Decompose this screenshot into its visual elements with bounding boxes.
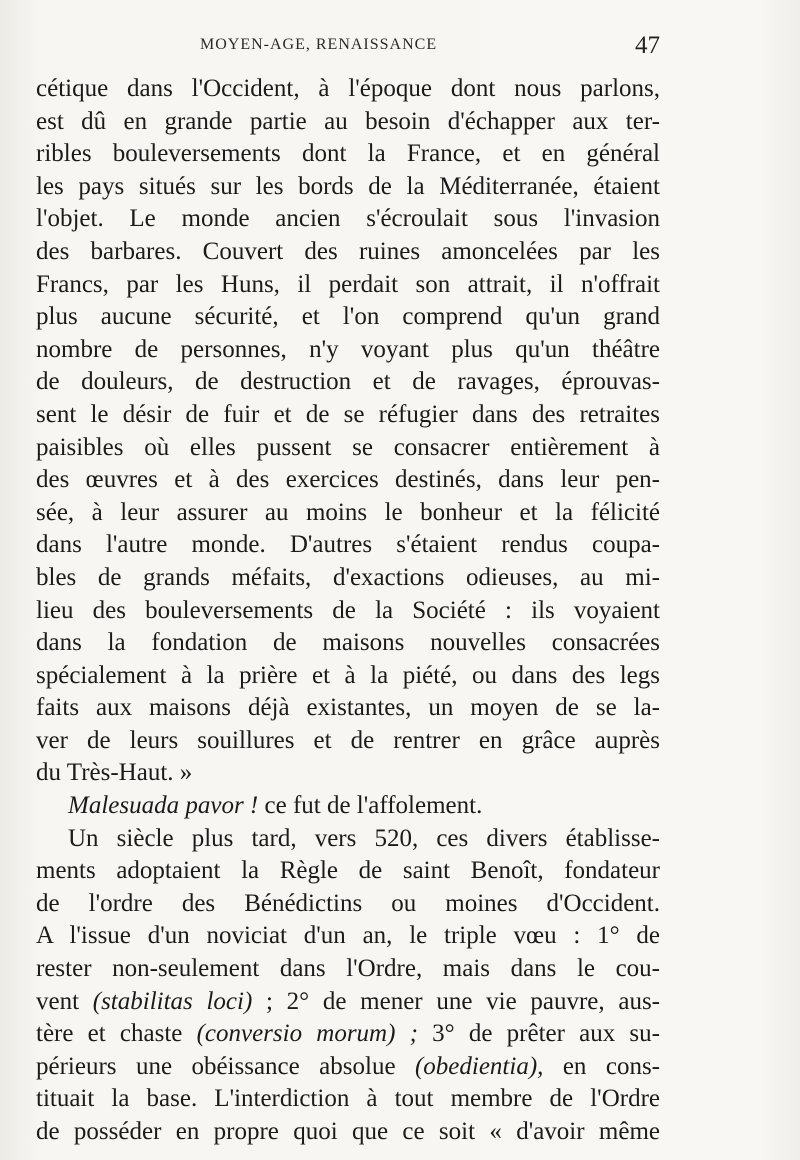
latin-quote: Malesuada pavor ! xyxy=(68,792,259,820)
latin-term: (obedientia), xyxy=(414,1052,544,1080)
text-line: dans l'autre monde. D'autres s'étaient rendus coupa- xyxy=(36,531,660,559)
text-line: de l'ordre des Bénédictins ou moines d'Occident. xyxy=(36,889,660,917)
text-line: plus aucune sécurité, et l'on comprend qu'un grand xyxy=(36,303,660,331)
text-line: sée, à leur assurer au moins le bonheur et la félicité xyxy=(36,498,660,526)
text-line: des œuvres et à des exercices destinés, dans leur pen- xyxy=(36,466,660,494)
text-line: dans la fondation de maisons nouvelles consacrées xyxy=(36,629,660,657)
body-text xyxy=(36,73,660,1149)
latin-term: (conversio morum) ; xyxy=(196,1020,418,1048)
text-line: faits aux maisons déjà existantes, un moyen de se la- xyxy=(36,694,660,722)
text-line: Francs, par les Huns, il perdait son attrait, il n'offrait xyxy=(36,270,660,298)
text-line: lieu des bouleversements de la Société : ils voyaient xyxy=(36,596,660,624)
text-fragment: 3° de prêter aux su- xyxy=(417,1020,660,1048)
text-line: ver de leurs souillures et de rentrer en grâce auprès xyxy=(36,726,660,754)
text-line: de douleurs, de destruction et de ravages, éprouvas- xyxy=(36,368,660,396)
text-line: rester non-seulement dans l'Ordre, mais dans le cou- xyxy=(36,955,660,983)
text-line: les pays situés sur les bords de la Méditerranée, étaient xyxy=(36,172,660,200)
text-fragment: vent xyxy=(36,987,93,1015)
text-line-malesuada xyxy=(36,790,660,823)
text-line: ribles bouleversements dont la France, et en général xyxy=(36,140,660,168)
text-fragment: ce fut de l'affolement. xyxy=(258,792,483,820)
page-number: 47 xyxy=(635,32,660,59)
text-line: Un siècle plus tard, vers 520, ces divers établisse- xyxy=(68,824,660,852)
text-fragment: en cons- xyxy=(543,1052,660,1080)
latin-term: (stabilitas loci) xyxy=(92,987,253,1015)
text-line: ments adoptaient la Règle de saint Benoît, fondateur xyxy=(36,857,660,885)
text-line: l'objet. Le monde ancien s'écroulait sous l'invasion xyxy=(36,205,660,233)
text-fragment: ; 2° de mener une vie pauvre, aus- xyxy=(252,987,661,1015)
text-line-vent xyxy=(36,986,660,1019)
text-line-tere xyxy=(36,1018,660,1051)
text-line: bles de grands méfaits, d'exactions odieuses, au mi- xyxy=(36,563,660,591)
running-title: MOYEN-AGE, RENAISSANCE xyxy=(200,36,438,53)
text-fragment: périeurs une obéissance absolue xyxy=(36,1052,415,1080)
text-line: est dû en grande partie au besoin d'échapper aux ter- xyxy=(36,107,660,135)
text-fragment: tère et chaste xyxy=(36,1020,197,1048)
text-line: paisibles où elles pussent se consacrer entièrement à xyxy=(36,433,660,461)
text-line: de posséder en propre quoi que ce soit « d'avoir même xyxy=(36,1118,660,1145)
running-head xyxy=(36,32,660,62)
text-line: des barbares. Couvert des ruines amoncelées par les xyxy=(36,237,660,265)
text-line: A l'issue d'un noviciat d'un an, le triple vœu : 1° de xyxy=(36,922,660,950)
text-line: tituait la base. L'interdiction à tout membre de l'Ordre xyxy=(36,1085,660,1113)
text-line: nombre de personnes, n'y voyant plus qu'un théâtre xyxy=(36,335,660,363)
text-line: sent le désir de fuir et de se réfugier dans des retraites xyxy=(36,400,660,428)
text-line: spécialement à la prière et à la piété, ou dans des legs xyxy=(36,661,660,689)
text-line-perieurs xyxy=(36,1051,660,1084)
text-line: cétique dans l'Occident, à l'époque dont nous parlons, xyxy=(36,75,660,102)
text-line: du Très-Haut. » xyxy=(36,759,193,787)
